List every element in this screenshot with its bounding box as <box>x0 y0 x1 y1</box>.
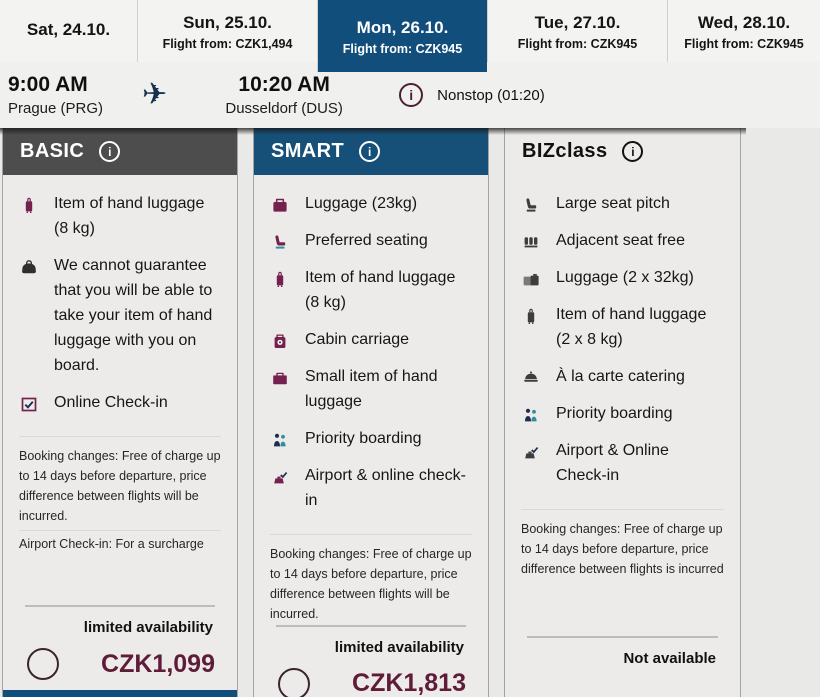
smart-header <box>254 128 488 175</box>
arrival-airport: Dusseldorf (DUS) <box>225 99 343 117</box>
availability-label: limited availability <box>83 619 213 636</box>
feature-item <box>270 365 472 415</box>
priority-boarding-icon <box>521 405 541 425</box>
fare-card-bizclass <box>504 128 741 697</box>
fare-price: CZK1,099 <box>101 649 215 678</box>
fare-card-smart <box>253 128 489 697</box>
checkin-desk-icon <box>270 467 290 487</box>
feature-item <box>270 427 472 452</box>
feature-item <box>521 439 724 489</box>
card-bottom-strip <box>3 690 237 697</box>
fare-price: CZK1,813 <box>352 669 466 697</box>
feature-item <box>270 464 472 514</box>
fare-card-basic <box>2 128 238 697</box>
info-icon[interactable]: i <box>622 141 643 162</box>
seat-icon <box>270 232 290 252</box>
hand-luggage-icon <box>270 269 290 289</box>
date-tab-tue[interactable] <box>487 0 667 62</box>
feature-text: Item of hand luggage (8 kg) <box>305 268 456 311</box>
date-tab-price: Flight from: CZK945 <box>517 37 638 51</box>
date-tab-price: Flight from: CZK1,494 <box>162 37 293 51</box>
feature-list <box>270 192 472 526</box>
departure-block <box>8 73 136 116</box>
adjacent-seat-icon <box>521 232 541 252</box>
double-luggage-icon <box>521 269 541 289</box>
date-tab-label: Wed, 28.10. <box>697 13 791 32</box>
date-tab-price: Flight from: CZK945 <box>342 42 463 56</box>
feature-text: À la carte catering <box>556 367 685 385</box>
briefcase-icon <box>270 368 290 388</box>
feature-text: Luggage (23kg) <box>305 195 418 212</box>
availability-label: limited availability <box>334 638 464 656</box>
fare-select-radio[interactable] <box>27 648 59 680</box>
cabin-bag-icon <box>270 331 290 351</box>
route-info: Nonstop (01:20) <box>437 86 545 104</box>
hand-luggage-icon <box>521 306 541 326</box>
info-icon[interactable]: i <box>99 141 120 162</box>
catering-icon <box>521 368 541 388</box>
divider <box>527 636 718 638</box>
basic-header <box>3 128 237 175</box>
fare-select-radio[interactable] <box>278 668 310 697</box>
bizclass-header <box>505 128 740 175</box>
date-tab-label: Sun, 25.10. <box>183 13 272 32</box>
divider <box>276 625 466 627</box>
fare-cards <box>0 128 820 697</box>
checkin-desk-icon <box>521 442 541 462</box>
fare-name: SMART <box>271 140 345 162</box>
feature-text: Luggage (2 x 32kg) <box>556 268 694 286</box>
fine-print <box>19 436 221 554</box>
arrival-block <box>209 73 359 116</box>
date-tab-sat[interactable] <box>0 0 137 62</box>
date-tab-mon-selected[interactable] <box>317 0 487 72</box>
fine-print-line: Booking changes: Free of charge up to 14 days before departure, price difference between flights will be incurred. <box>19 448 221 524</box>
fine-print-line: Booking changes: Free of charge up to 14 days before departure, price difference between flights will be incurred. <box>270 546 472 622</box>
date-tab-label: Sat, 24.10. <box>26 20 111 39</box>
arrival-time: 10:20 AM <box>238 73 330 97</box>
date-tab-label: Mon, 26.10. <box>356 18 449 37</box>
availability-label: Not available <box>623 650 716 667</box>
fine-print-line: Booking changes: Free of charge up to 14 days before departure, price difference between flights is incurred <box>521 521 724 577</box>
feature-item <box>521 192 724 217</box>
feature-item <box>270 328 472 353</box>
feature-item <box>521 303 724 353</box>
divider <box>25 605 215 607</box>
feature-list <box>521 192 724 501</box>
feature-text: Airport & online check-in <box>305 466 466 509</box>
feature-text: Item of hand luggage (8 kg) <box>54 195 205 237</box>
feature-item <box>270 192 472 217</box>
luggage-icon <box>270 195 290 215</box>
hand-luggage-icon <box>19 195 39 215</box>
date-tab-wed[interactable] <box>667 0 820 62</box>
online-checkin-checkbox-icon <box>19 394 39 414</box>
feature-text: Preferred seating <box>305 231 428 249</box>
date-tab-sun[interactable] <box>137 0 317 62</box>
feature-text: Priority boarding <box>556 404 673 422</box>
fare-name: BIZclass <box>522 140 608 162</box>
feature-text: Large seat pitch <box>556 195 670 212</box>
departure-time: 9:00 AM <box>8 73 88 97</box>
fine-print <box>270 534 472 625</box>
feature-text: Airport & Online Check-in <box>556 441 669 484</box>
feature-item <box>521 266 724 291</box>
feature-text: Adjacent seat free <box>556 231 685 249</box>
priority-boarding-icon <box>270 430 290 450</box>
feature-item <box>19 391 221 416</box>
feature-text: We cannot guarantee that you will be able to take your item of hand luggage with you on board. <box>54 256 213 374</box>
info-icon[interactable]: i <box>359 141 380 162</box>
date-tab-label: Tue, 27.10. <box>534 13 621 32</box>
feature-text: Small item of hand luggage <box>305 367 438 410</box>
feature-item <box>270 266 472 316</box>
bag-icon <box>19 257 39 277</box>
feature-text: Item of hand luggage (2 x 8 kg) <box>556 305 707 348</box>
feature-item <box>521 229 724 254</box>
feature-list <box>19 192 221 428</box>
departure-airport: Prague (PRG) <box>8 99 104 117</box>
feature-item <box>19 254 221 379</box>
feature-item <box>521 365 724 390</box>
feature-item <box>270 229 472 254</box>
fare-name: BASIC <box>20 140 85 162</box>
feature-text: Online Check-in <box>54 393 168 411</box>
feature-item <box>19 192 221 242</box>
seat-pitch-icon <box>521 195 541 215</box>
flight-info-icon[interactable]: i <box>399 83 423 107</box>
fine-print <box>521 509 724 580</box>
feature-item <box>521 402 724 427</box>
airplane-icon: ✈ <box>142 78 168 111</box>
date-tab-bar <box>0 0 820 62</box>
fine-print-line: Airport Check-in: For a surcharge <box>19 530 221 554</box>
feature-text: Priority boarding <box>305 429 422 447</box>
feature-text: Cabin carriage <box>305 330 410 348</box>
date-tab-price: Flight from: CZK945 <box>684 37 804 51</box>
